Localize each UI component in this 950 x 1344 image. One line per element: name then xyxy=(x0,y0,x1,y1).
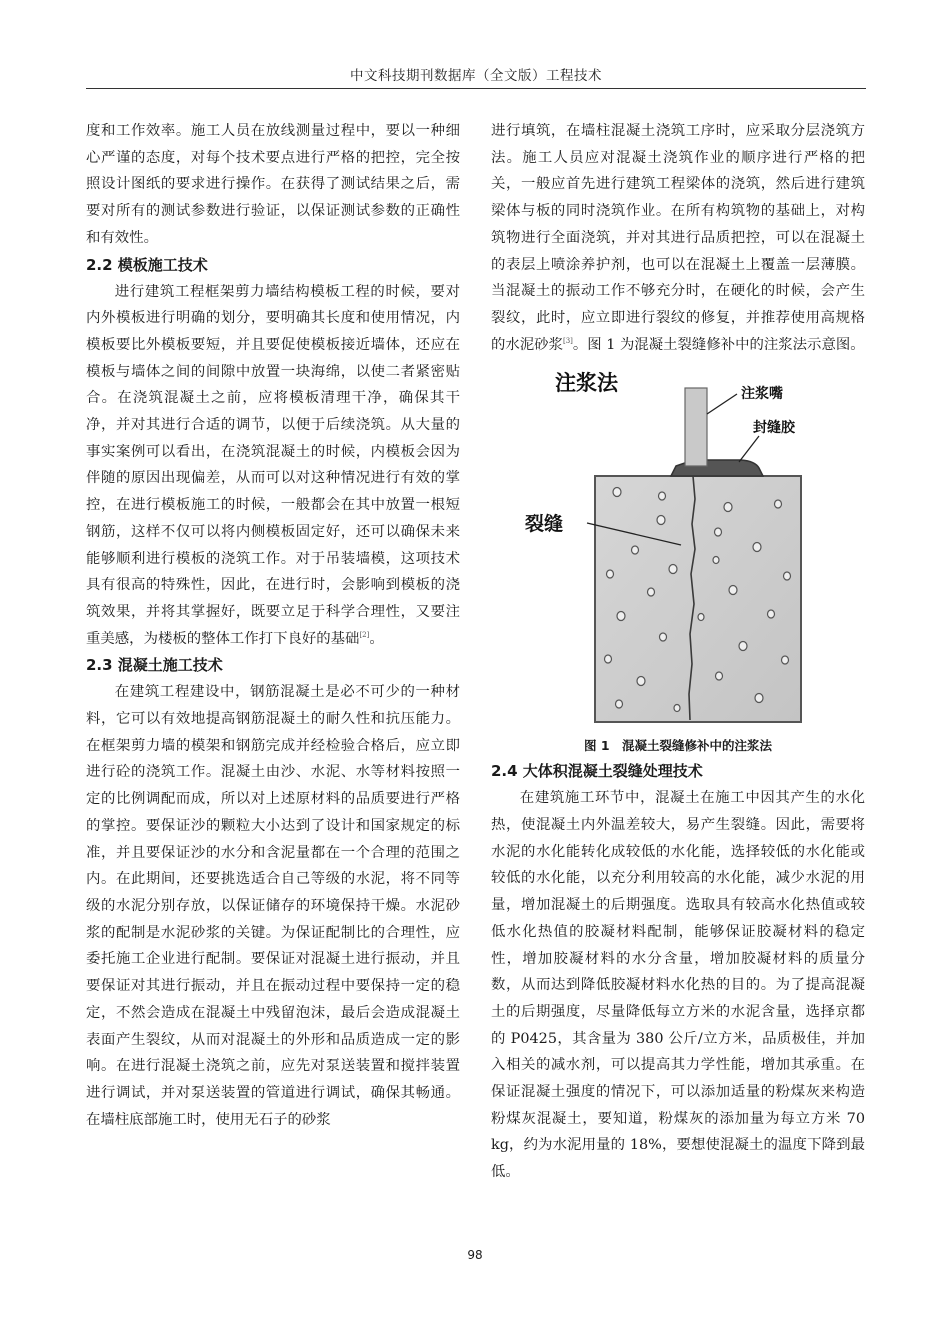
figure-title: 注浆法 xyxy=(555,371,618,396)
leader-line-sealant xyxy=(739,436,759,462)
label-nozzle: 注浆嘴 xyxy=(741,386,783,403)
paragraph: 在建筑工程建设中，钢筋混凝土是必不可少的一种材料，它可以有效地提高钢筋混凝土的耐久性和抗压能力。在框架剪力墙的模架和钢筋完成并经检验合格后，应立即进行砼的浇筑工作。混凝土由沙、水泥、水等材料按照一定的比例调配而成，所以对上述原材料的品质要进行严格的掌控。要保证沙的颗粒大小达到了设计和国家规定的标准，并且要保证沙的水分和含泥量都在一个合理的范围之内。在此期间，还要挑选适合自己等级的水泥，将不同等级的水泥分别存放，以保证储存的环境保持干燥。水泥砂浆的配制是水泥砂浆的关键。为保证配制比的合理性，应委托施工企业进行配制。要保证对混凝土进行振动，并且要保证对其进行振动，并且在振动过程中要保持一定的稳定，不然会造成在混凝土中残留泡沫，最后会造成混凝土表面产生裂纹，从而对混凝土的外形和品质造成一定的影响。在进行混凝土浇筑之前，应先对泵送装置和搅拌装置进行调试，并对泵送装置的管道进行调试，确保其畅通。在墙柱底部施工时，使用无石子的砂浆 xyxy=(86,684,460,1128)
paragraph-end: 。图 1 为混凝土裂缝修补中的注浆法示意图。 xyxy=(572,336,865,353)
journal-header: 中文科技期刊数据库（全文版）工程技术 xyxy=(350,68,602,84)
label-crack: 裂缝 xyxy=(525,513,564,536)
paragraph xyxy=(491,118,865,358)
leader-line-nozzle xyxy=(707,394,737,414)
paragraph-end: 。 xyxy=(369,630,384,647)
section-heading-2-4: 2.4 大体积混凝土裂缝处理技术 xyxy=(491,762,703,781)
injection-nozzle xyxy=(685,388,707,466)
paragraph-text: 进行建筑工程框架剪力墙结构模板工程的时候，要对内外模板进行明确的划分，要明确其长度和使用情况，内模板要比外模板要短，并且要促使模板接近墙体，还应在模板与墙体之间的间隙中放置一块海绵，以使二者紧密贴合。在浇筑混凝土之前，应将模板清理干净，确保其干净，并对其进行合适的调节，以便于后续浇筑。从大量的事实案例可以看出，在浇筑混凝土的时候，内模板会因为伴随的原因出现偏差，从而可以对这种情况进行有效的掌控，在进行模板施工的时候，一般都会在其中放置一根短钢筋，这样不仅可以将内侧模板固定好，还可以确保未来能够顺利进行模板的浇筑工作。对于吊装墙模，这项技术具有很高的特殊性，因此，在进行时，会影响到模板的浇筑效果，并将其掌握好，既要立足于科学合理性，又要注重美感，为楼板的整体工作打下良好的基础 xyxy=(86,283,460,647)
label-sealant: 封缝胶 xyxy=(753,420,795,437)
left-column xyxy=(86,118,460,1133)
section-heading-2-3: 2.3 混凝土施工技术 xyxy=(86,656,223,675)
right-column xyxy=(491,118,865,1186)
grouting-diagram xyxy=(491,364,865,734)
citation-ref: [2] xyxy=(359,630,370,639)
citation-ref: [3] xyxy=(562,336,573,345)
concrete-block xyxy=(595,476,801,722)
paragraph: 度和工作效率。施工人员在放线测量过程中，要以一种细心严谨的态度，对每个技术要点进行严格的把控，完全按照设计图纸的要求进行操作。在获得了测试结果之后，需要对所有的测试参数进行验证，以保证测试参数的正确性和有效性。 xyxy=(86,123,460,246)
page-number: 98 xyxy=(467,1248,483,1262)
section-heading-2-2: 2.2 模板施工技术 xyxy=(86,255,208,274)
figure-caption: 图 1 混凝土裂缝修补中的注浆法 xyxy=(583,738,773,754)
paragraph: 在建筑施工环节中，混凝土在施工中因其产生的水化热，使混凝土内外温差较大，易产生裂缝。因此，需要将水泥的水化能转化成较低的水化能，选择较低的水化能或较低的水化能，以充分利用较高的水化能，减少水泥的用量，增加混凝土的后期强度。选取具有较高水化热值或较低水化热值的胶凝材料配制，能够保证胶凝材料的稳定性，增加胶凝材料的水分含量，增加胶凝材料的质量分数，从而达到降低胶凝材料水化热的目的。为了提高混凝土的后期强度，尽量降低每立方米的水泥含量，选择京都的 P0425，其含量为 380 公斤/立方米，品质极佳，并加入相关的减水剂，可以提高其力学性能，增加其承重。在保证混凝土强度的情况下，可以添加适量的粉煤灰来构造粉煤灰混凝土，要知道，粉煤灰的添加量为每立方米 70 kg，约为水泥用量的 18%，要想使混凝土的温度下降到最低。 xyxy=(491,790,865,1181)
paragraph-text: 进行填筑，在墙柱混凝土浇筑工序时，应采取分层浇筑方法。施工人员应对混凝土浇筑作业的顺序进行严格的把关，一般应首先进行建筑工程梁体的浇筑，然后进行建筑梁体与板的同时浇筑作业。在所有构筑物的基础上，对构筑物进行全面浇筑，并对其进行品质把控，可以在混凝土的表层上喷涂养护剂，也可以在混凝土上覆盖一层薄膜。当混凝土的振动工作不够充分时，在硬化的时候，会产生裂纹，此时，应立即进行裂纹的修复，并推荐使用高规格的水泥砂浆 xyxy=(491,123,865,353)
header-rule xyxy=(86,88,866,89)
paragraph xyxy=(86,279,460,653)
figure-grouting-method xyxy=(491,364,865,734)
